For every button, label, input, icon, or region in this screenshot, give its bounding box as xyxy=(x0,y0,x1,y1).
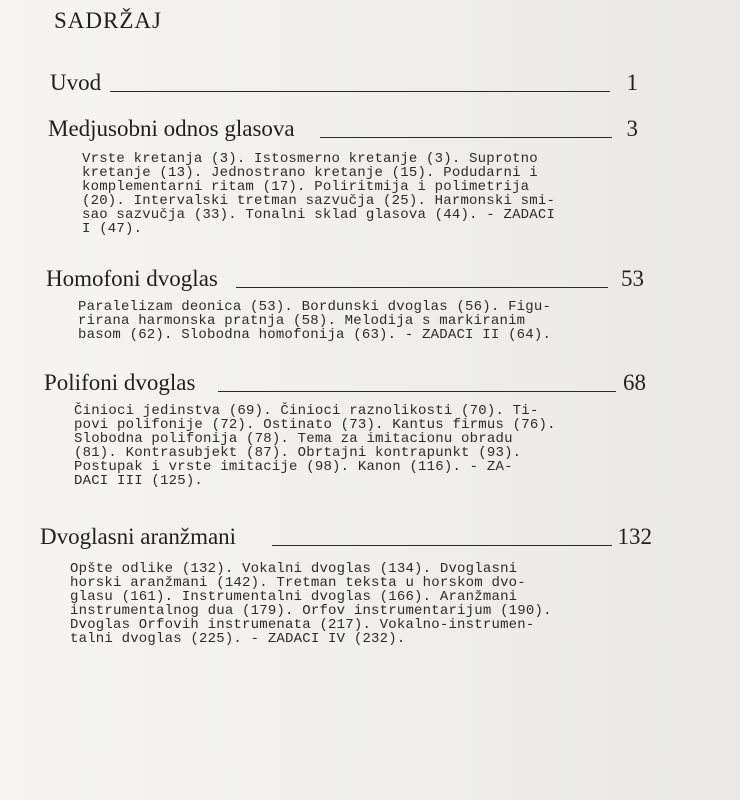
leader-line xyxy=(110,91,610,92)
toc-entry-polifoni-dvoglas xyxy=(44,366,646,396)
toc-entry-medjusobni-odnos xyxy=(48,112,638,142)
chapter-title: Dvoglasni aranžmani xyxy=(40,524,237,549)
toc-entry-uvod xyxy=(50,66,638,96)
description-line: (81). Kontrasubjekt (87). Obrtajni kontrapunkt (93). xyxy=(74,445,522,461)
description-line: povi polifonije (72). Ostinato (73). Kantus firmus (76). xyxy=(74,417,556,433)
toc-entry-homofoni-dvoglas xyxy=(46,262,644,292)
description-line: sao sazvučja (33). Tonalni sklad glasova (44). - ZADACI xyxy=(82,207,556,223)
leader-line xyxy=(272,545,612,546)
description-line: I (47). xyxy=(82,221,143,237)
description-line: (20). Intervalski tretman sazvučja (25). Harmonski smi- xyxy=(82,193,556,209)
description-line: Činioci jedinstva (69). Činioci raznolikosti (70). Ti- xyxy=(74,403,539,419)
description-line: horski aranžmani (142). Tretman teksta u horskom dvo- xyxy=(70,575,526,591)
leader-line xyxy=(218,391,616,392)
chapter-title: Uvod xyxy=(50,70,102,95)
page-title: SADRŽAJ xyxy=(54,8,162,33)
description-line: kretanje (13). Jednostrano kretanje (15). Podudarni i xyxy=(82,165,538,181)
leader-line xyxy=(236,287,608,288)
chapter-description xyxy=(78,300,551,342)
description-line: Slobodna polifonija (78). Tema za imitacionu obradu xyxy=(74,431,513,447)
description-line: instrumentalnog dua (179). Orfov instrumentarijum (190). xyxy=(70,603,552,619)
description-line: talni dvoglas (225). - ZADACI IV (232). xyxy=(70,631,406,647)
description-line: Vrste kretanja (3). Istosmerno kretanje (3). Suprotno xyxy=(82,151,538,167)
chapter-page: 1 xyxy=(626,70,638,95)
chapter-description xyxy=(74,404,556,488)
description-line: glasu (161). Instrumentalni dvoglas (166). Aranžmani xyxy=(70,589,518,605)
description-line: komplementarni ritam (17). Poliritmija i polimetrija xyxy=(82,179,530,195)
description-line: Dvoglas Orfovih instrumenata (217). Vokalno-instrumen- xyxy=(70,617,535,633)
chapter-page: 3 xyxy=(626,116,638,141)
chapter-description xyxy=(70,562,552,646)
chapter-title: Medjusobni odnos glasova xyxy=(48,116,295,141)
chapter-title: Homofoni dvoglas xyxy=(46,266,218,291)
chapter-title: Polifoni dvoglas xyxy=(44,370,196,395)
description-line: basom (62). Slobodna homofonija (63). - ZADACI II (64). xyxy=(78,327,552,343)
toc-entry-dvoglasni-aranzmani xyxy=(40,520,652,550)
leader-line xyxy=(320,137,612,138)
chapter-description xyxy=(82,152,555,236)
description-line: Postupak i vrste imitacije (98). Kanon (116). - ZA- xyxy=(74,459,513,475)
chapter-page: 132 xyxy=(617,524,652,549)
description-line: Paralelizam deonica (53). Bordunski dvoglas (56). Figu- xyxy=(78,299,552,315)
chapter-page: 68 xyxy=(623,370,646,395)
chapter-page: 53 xyxy=(621,266,644,291)
description-line: DACI III (125). xyxy=(74,473,204,489)
description-line: Opšte odlike (132). Vokalni dvoglas (134). Dvoglasni xyxy=(70,561,518,577)
description-line: rirana harmonska pratnja (58). Melodija s markiranim xyxy=(78,313,526,329)
